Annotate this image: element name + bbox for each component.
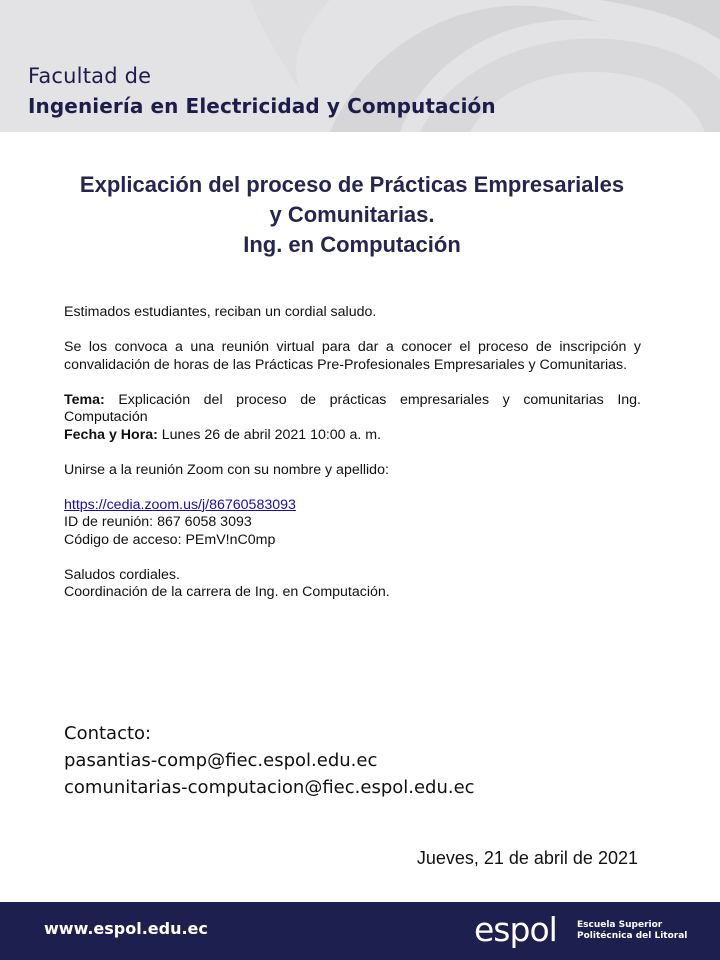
website-link[interactable]: www.espol.edu.ec — [44, 919, 208, 938]
title-line2: y Comunitarias. — [269, 202, 435, 227]
footer-bar — [0, 902, 720, 960]
greeting-text: Estimados estudiantes, reciban un cordial saludo. — [64, 304, 377, 320]
intro-paragraph: Se los convoca a una reunión virtual para dar a conocer el proceso de inscripción y convalidación de horas de las Prácticas Pre-Profesionales Empresariales y Comunitarias. — [64, 339, 641, 373]
contact-label: Contacto: — [64, 723, 152, 744]
access-code-text: Código de acceso: PEmV!nC0mp — [64, 531, 276, 548]
datetime-value: Lunes 26 de abril 2021 10:00 a. m. — [157, 426, 382, 443]
contact-email-pasantias[interactable]: pasantias-comp@fiec.espol.edu.ec — [64, 750, 378, 771]
contact-section — [64, 720, 475, 801]
join-instructions: Unirse a la reunión Zoom con su nombre y apellido: — [64, 461, 389, 478]
espol-subtitle-line2: Politécnica del Litoral — [577, 931, 688, 941]
datetime-label: Fecha y Hora: — [64, 426, 158, 443]
datetime-line — [64, 427, 641, 445]
espol-subtitle-line1: Escuela Superior — [577, 920, 663, 930]
meeting-id-text: ID de reunión: 867 6058 3093 — [64, 514, 252, 530]
title-line1: Explicación del proceso de Prácticas Empresariales — [79, 172, 625, 197]
faculty-name-line1: Facultad de — [28, 64, 152, 88]
document-title — [40, 170, 664, 260]
title-line3: Ing. en Computación — [243, 232, 461, 257]
espol-subtitle — [577, 920, 687, 942]
topic-label: Tema: — [64, 391, 105, 408]
topic-line — [64, 392, 641, 427]
announcement-body — [64, 304, 641, 602]
espol-wordmark: espol — [474, 910, 557, 949]
faculty-name-line2: Ingeniería en Electricidad y Computación — [28, 94, 496, 118]
closing-text: Saludos cordiales. — [64, 566, 180, 583]
document-date: Jueves, 21 de abril de 2021 — [416, 848, 638, 868]
topic-value: Explicación del proceso de prácticas empresariales y comunitarias Ing. Computación — [64, 391, 641, 425]
zoom-meeting-link[interactable]: https://cedia.zoom.us/j/86760583093 — [64, 496, 296, 513]
contact-email-comunitarias[interactable]: comunitarias-computacion@fiec.espol.edu.ec — [64, 777, 475, 798]
header-banner — [0, 0, 720, 132]
signature-text: Coordinación de la carrera de Ing. en Computación. — [64, 584, 390, 600]
